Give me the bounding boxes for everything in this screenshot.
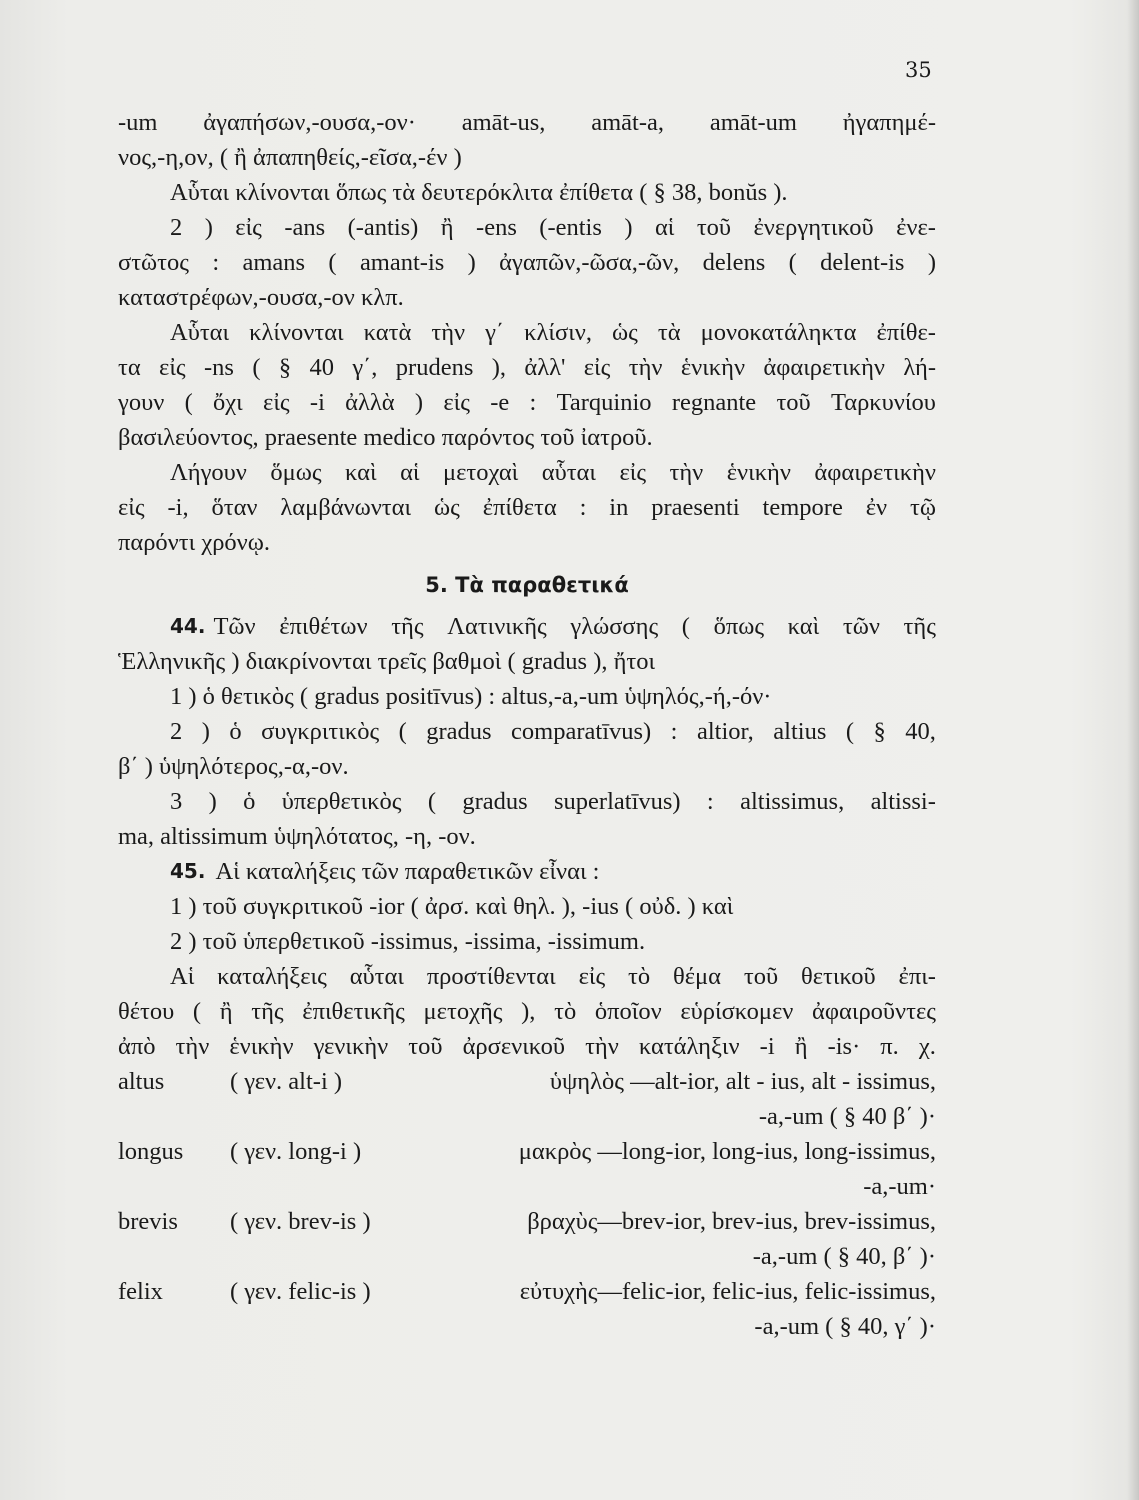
word: ὡς [433, 494, 460, 521]
word: altior, [696, 718, 754, 745]
word: Τῶν [213, 613, 256, 640]
word: prudens [395, 354, 474, 381]
word: εἰς [235, 214, 262, 241]
word: τα [118, 354, 141, 381]
word: προστίθενται [426, 963, 556, 990]
word: -e [490, 389, 510, 416]
comparison-row [118, 1134, 936, 1169]
text-line [118, 784, 936, 819]
word: ( [398, 718, 407, 745]
word: τῆς [251, 998, 284, 1025]
word: τὴν [175, 1033, 210, 1060]
word: ) [927, 249, 936, 276]
comparison-forms: ὑψηλὸς —alt-ior, alt - ius, alt - issimus, [549, 1068, 936, 1095]
comparison-genitive: ( γεν. brev-is ) [230, 1208, 371, 1235]
paragraph-block-44 [118, 609, 936, 854]
text-line [118, 245, 936, 280]
word: γενικὴν [313, 1033, 389, 1060]
word: ( [328, 249, 337, 276]
word: τῆς [391, 613, 424, 640]
text-line [118, 455, 936, 490]
word: ἐπιθέτων [279, 613, 368, 640]
word: ἢ [440, 214, 454, 241]
text-line-content: Αὗται κλίνονται ὅπως τὰ δευτερόκλιτα ἐπίθετα ( § 38, bonŭs ). [170, 179, 788, 206]
word: ἑνικὴν [680, 354, 746, 381]
comparison-feminine-neuter: -a,-um ( § 40 β΄ )· [758, 1103, 936, 1130]
word: ) [208, 788, 217, 815]
word: μονοκατάληκτα [700, 319, 857, 346]
text-line-content: β΄ ) ὑψηλότερος,-α,-ον. [118, 753, 349, 780]
word: τοῦ [696, 214, 732, 241]
text-line-content [118, 1029, 936, 1064]
text-line-content [170, 210, 936, 245]
word: ἀφαιρετικὴν [814, 459, 936, 486]
word: amāt-um [709, 109, 797, 136]
comparison-feminine-neuter: -a,-um ( § 40, γ΄ )· [754, 1313, 936, 1340]
word: ἀλλὰ [345, 389, 395, 416]
word: τὴν [431, 319, 466, 346]
scan-shadow [1127, 0, 1139, 1500]
word: ( [192, 998, 202, 1025]
word: altissimus, [740, 788, 845, 815]
word: altius [773, 718, 827, 745]
text-line-content: παρόντι χρόνῳ. [118, 529, 271, 556]
word: regnante [671, 389, 757, 416]
comparison-forms: μακρὸς —long-ior, long-ius, long-issimus, [518, 1138, 936, 1165]
page-text [118, 105, 936, 1344]
text-line-content [170, 455, 936, 490]
word: στῶτος [118, 249, 189, 276]
text-line [118, 924, 936, 959]
word: εἰς [443, 389, 470, 416]
word: : [579, 494, 587, 521]
text-line [118, 679, 936, 714]
text-line-content [170, 714, 936, 749]
word: -i [309, 389, 325, 416]
word: tempore [762, 494, 843, 521]
word: εἰς [583, 354, 611, 381]
comparison-genitive: ( γεν. alt-i ) [230, 1068, 343, 1095]
word: ) [201, 718, 210, 745]
word: ἐνε- [896, 214, 936, 241]
word: ( [427, 788, 436, 815]
word: 40, [905, 718, 936, 745]
word: gradus [426, 718, 492, 745]
word: τὰ [657, 319, 681, 346]
word: λαμβάνωνται [280, 494, 412, 521]
word: amāt-a, [591, 109, 664, 136]
word: ) [467, 249, 476, 276]
word: ὅταν [211, 494, 258, 521]
word: Αἱ [170, 963, 195, 990]
word: ἀρσενικοῦ [462, 1033, 565, 1060]
word: -ns [204, 354, 234, 381]
word: ὄχι [213, 389, 243, 416]
word: π. [880, 1033, 899, 1060]
comparison-genitive: ( γεν. long-i ) [230, 1138, 362, 1165]
text-line [118, 525, 936, 560]
word: κατὰ [363, 319, 412, 346]
word: ) [414, 389, 424, 416]
word: 3 [170, 788, 183, 815]
word: ἐπι- [898, 963, 936, 990]
word: τὴν [669, 459, 704, 486]
text-line-content: νος,-η,ον, ( ἢ ἀπαπηθείς,-εῖσα,-έν ) [118, 144, 462, 171]
word: gradus [462, 788, 528, 815]
word: Λατινικῆς [447, 613, 547, 640]
comparison-examples [118, 1064, 936, 1344]
word: -i [759, 1033, 775, 1060]
word: altissi- [870, 788, 936, 815]
text-line [118, 854, 936, 889]
word: εἰς [159, 354, 186, 381]
word: ἠγαπημέ- [842, 109, 936, 136]
text-line-content [118, 350, 936, 385]
word: ὁ [243, 788, 256, 815]
word: καὶ [345, 459, 377, 486]
word: delent-is [820, 249, 905, 276]
word: (-antis) [347, 214, 419, 241]
word: ἐπιθετικῆς [302, 998, 405, 1025]
word: θετικοῦ [801, 963, 876, 990]
word: εἰς [619, 459, 647, 486]
word: ὑπερθετικὸς [281, 788, 402, 815]
word: αὗται [541, 459, 596, 486]
word: 40 [309, 354, 334, 381]
word: amant-is [359, 249, 445, 276]
word: Ταρκυνίου [830, 389, 936, 416]
word: ἑνικὴν [229, 1033, 294, 1060]
word: ( [184, 389, 193, 416]
text-line-content [213, 609, 936, 644]
word: ὁποῖον [594, 998, 662, 1025]
word: -ens [476, 214, 517, 241]
word: γλώσσης [570, 613, 659, 640]
text-line-content: καταστρέφων,-ουσα,-ον κλπ. [118, 284, 404, 311]
comparison-row [118, 1204, 936, 1239]
text-line-content [118, 994, 936, 1029]
text-line [118, 609, 936, 644]
word: εἰς [578, 963, 606, 990]
comparison-row [118, 1274, 936, 1309]
word: τὴν [628, 354, 663, 381]
word: εἰς [263, 389, 290, 416]
word: τῆς [903, 613, 936, 640]
text-line [118, 819, 936, 854]
word: : [670, 718, 678, 745]
word: Tarquinio [556, 389, 652, 416]
page-number: 35 [905, 58, 932, 82]
word: τοῦ [743, 963, 779, 990]
word: κλίσιν, [524, 319, 592, 346]
word: ἀγαπῶν,-ῶσα,-ῶν, [499, 249, 680, 276]
text-line [118, 959, 936, 994]
word: superlatīvus) [554, 788, 681, 815]
text-line [118, 175, 936, 210]
word: 2 [170, 214, 183, 241]
word: -i, [167, 494, 189, 521]
word: αἱ [654, 214, 675, 241]
word: μετοχαὶ [442, 459, 519, 486]
word: ( [681, 613, 690, 640]
text-line [118, 490, 936, 525]
text-line [118, 210, 936, 245]
word: αὗται [349, 963, 404, 990]
word: ὅμως [270, 459, 322, 486]
section-number: 45. [170, 859, 206, 883]
word: -is· [827, 1033, 861, 1060]
word: κλίνονται [249, 319, 344, 346]
word: ἐνεργητικοῦ [753, 214, 874, 241]
text-line-content: βασιλεύοντος, praesente medico παρόντος τοῦ ἰατροῦ. [118, 424, 653, 451]
word: ἢ [794, 1033, 808, 1060]
comparison-forms: βραχὺς—brev-ior, brev-ius, brev-issimus, [527, 1208, 936, 1235]
word: τὴν [585, 1033, 619, 1060]
word: ἑνικὴν [726, 459, 791, 486]
word: ), [491, 354, 507, 381]
text-line [118, 280, 936, 315]
word: § [278, 354, 292, 381]
word: χ. [918, 1033, 936, 1060]
word: εὑρίσκομεν [680, 998, 794, 1025]
comparison-feminine-neuter: -a,-um ( § 40, β΄ )· [752, 1243, 936, 1270]
paragraph-block-45 [118, 854, 936, 1064]
word: ἐπίθετα [482, 494, 557, 521]
word: μετοχῆς [423, 998, 503, 1025]
word: ἐπίθε- [876, 319, 936, 346]
text-line [118, 350, 936, 385]
comparison-word: brevis [118, 1208, 178, 1235]
text-line [118, 714, 936, 749]
word: Λήγουν [170, 459, 247, 486]
word: ( [788, 249, 797, 276]
word: ἀπὸ [118, 1033, 156, 1060]
word: γ΄ [485, 319, 505, 346]
comparison-row [118, 1064, 936, 1099]
word: καὶ [787, 613, 820, 640]
text-line [118, 105, 936, 140]
word: delens [702, 249, 766, 276]
text-line-content [118, 105, 936, 140]
word: -um [118, 109, 158, 136]
word: ἀφαιροῦντες [812, 998, 936, 1025]
word: § [873, 718, 886, 745]
word: : [212, 249, 220, 276]
word: ) [624, 214, 633, 241]
text-line-content [118, 245, 936, 280]
text-line [118, 994, 936, 1029]
word: κατάληξιν [638, 1033, 740, 1060]
word: ( [252, 354, 261, 381]
word: ἀφαιρετικὴν [763, 354, 885, 381]
section-number: 44. [170, 614, 206, 638]
word: praesenti [651, 494, 740, 521]
word: ὡς [612, 319, 638, 346]
text-line-content: ma, altissimum ὑψηλότατος, -η, -ον. [118, 823, 476, 850]
comparison-row-continuation [118, 1239, 936, 1274]
word: comparatīvus) [511, 718, 652, 745]
word: λή- [903, 354, 936, 381]
text-line [118, 644, 936, 679]
text-line-content: 2 ) τοῦ ὑπερθετικοῦ -issimus, -issima, -issimum. [170, 928, 646, 955]
word: γουν [118, 389, 165, 416]
comparison-row-continuation [118, 1169, 936, 1204]
word: : [529, 389, 537, 416]
word: ὅπως [713, 613, 765, 640]
text-line-content: Ἑλληνικῆς ) διακρίνονται τρεῖς βαθμοὶ ( gradus ), ἤτοι [118, 648, 656, 675]
section-heading: 5. Τὰ παραθετικά [425, 573, 629, 597]
comparison-genitive: ( γεν. felic-is ) [230, 1278, 371, 1305]
word: 2 [170, 718, 183, 745]
text-line-content [170, 315, 936, 350]
text-line [118, 140, 936, 175]
text-line [118, 385, 936, 420]
word: τοῦ [408, 1033, 443, 1060]
word: τοῦ [776, 389, 811, 416]
word: γ΄, [352, 354, 378, 381]
word: -ans [284, 214, 326, 241]
comparison-word: felix [118, 1278, 163, 1305]
word: ( [845, 718, 855, 745]
text-line-content [118, 490, 936, 525]
word: amāt-us, [461, 109, 546, 136]
word: ἐν [865, 494, 888, 521]
text-line-content [118, 385, 936, 420]
word: τὸ [628, 963, 651, 990]
word: in [609, 494, 629, 521]
word: θέτου [118, 998, 175, 1025]
text-line-content: 1 ) τοῦ συγκριτικοῦ -ior ( ἀρσ. καὶ θηλ. ), -ius ( οὐδ. ) καὶ [170, 893, 734, 920]
text-line [118, 420, 936, 455]
comparison-row-continuation [118, 1309, 936, 1344]
comparison-feminine-neuter: -a,-um· [863, 1173, 936, 1200]
paragraph-block-participles [118, 105, 936, 560]
word: ἀλλ' [524, 354, 566, 381]
comparison-forms: εὐτυχὴς—felic-ior, felic-ius, felic-issimus, [519, 1278, 936, 1305]
word: ), [521, 998, 536, 1025]
comparison-word: longus [118, 1138, 184, 1165]
text-line-content: Αἱ καταλήξεις τῶν παραθετικῶν εἶναι : [215, 858, 600, 885]
word: τῷ [909, 494, 936, 521]
text-line [118, 749, 936, 784]
word: (-entis [539, 214, 602, 241]
word: καταλήξεις [217, 963, 327, 990]
text-line [118, 889, 936, 924]
text-line-content [170, 784, 936, 819]
word: amans [242, 249, 306, 276]
word: αἱ [400, 459, 420, 486]
word: ὁ [229, 718, 242, 745]
text-line [118, 315, 936, 350]
word: θέμα [673, 963, 722, 990]
comparison-word: altus [118, 1068, 165, 1095]
word: ἢ [219, 998, 233, 1025]
word: τὸ [554, 998, 577, 1025]
text-line-content [170, 959, 936, 994]
word: Αὗται [170, 319, 230, 346]
text-line [118, 1029, 936, 1064]
word: εἰς [118, 494, 145, 521]
text-line-content: 1 ) ὁ θετικὸς ( gradus positīvus) : altus,-a,-um ὑψηλός,-ή,-όν· [170, 683, 772, 710]
word: τῶν [842, 613, 880, 640]
word: : [706, 788, 714, 815]
word: συγκριτικὸς [261, 718, 380, 745]
word: ἀγαπήσων,-ουσα,-ον· [203, 109, 416, 136]
comparison-row-continuation [118, 1099, 936, 1134]
word: ) [204, 214, 213, 241]
